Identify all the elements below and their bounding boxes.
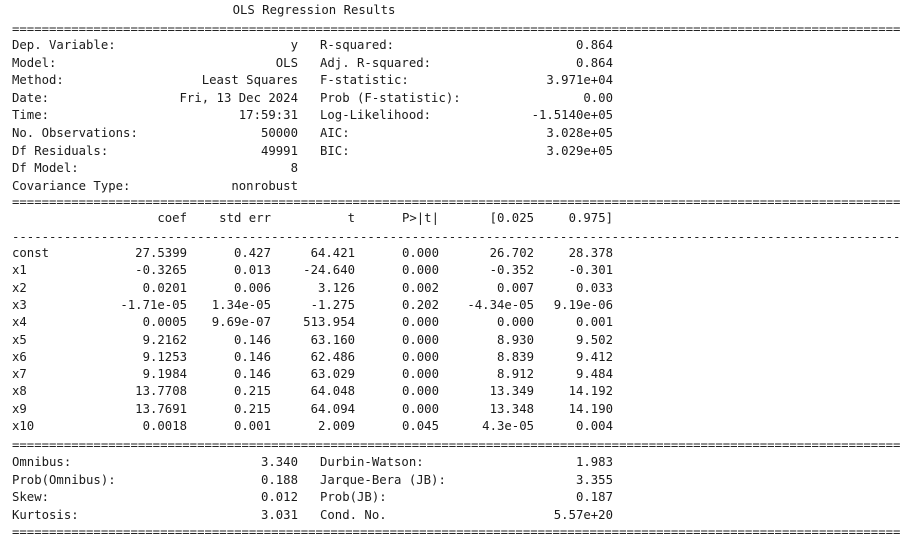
t-value: 64.421: [310, 246, 355, 260]
summary-value: OLS: [275, 55, 298, 70]
coef-value: -0.3265: [135, 263, 187, 278]
t-value: 62.486: [310, 349, 355, 364]
t-value: 63.029: [310, 367, 355, 382]
header-ci-upper: 0.975]: [568, 211, 613, 225]
coef-value: 0.0018: [142, 419, 187, 433]
std-err-value: 0.215: [233, 401, 271, 416]
diagnostic-label: Prob(JB):: [320, 490, 387, 505]
summary-value: 0.864: [575, 38, 613, 52]
ci-upper-value: 9.19e-06: [553, 297, 613, 312]
ci-lower-value: 4.3e-05: [482, 419, 534, 433]
ci-upper-value: -0.301: [568, 263, 613, 278]
summary-row: [12, 37, 613, 54]
ci-lower-value: 26.702: [489, 246, 534, 260]
coef-row: [12, 332, 613, 349]
summary-label: Time:: [12, 108, 50, 123]
ci-lower-value: 13.348: [489, 401, 534, 416]
summary-value: Least Squares: [201, 73, 298, 88]
diagnostics-row: [12, 489, 613, 506]
variable-name: x3: [12, 297, 27, 312]
ci-upper-value: 9.502: [575, 332, 613, 347]
ci-lower-value: -0.352: [489, 263, 534, 278]
diagnostic-label: Jarque-Bera (JB):: [320, 472, 446, 487]
coef-row: [12, 418, 613, 435]
summary-row: [12, 90, 613, 107]
ci-upper-value: 14.192: [568, 384, 613, 399]
diagnostic-label: Kurtosis:: [12, 507, 79, 522]
summary-label: Dep. Variable:: [12, 38, 116, 52]
variable-name: x7: [12, 367, 27, 382]
coef-table-header: [12, 210, 613, 227]
t-value: 513.954: [303, 315, 355, 330]
std-err-value: 1.34e-05: [211, 297, 271, 312]
diagnostic-label: Durbin-Watson:: [320, 455, 424, 469]
ci-upper-value: 9.484: [575, 367, 613, 382]
summary-row: [12, 107, 613, 124]
t-value: 64.094: [310, 401, 355, 416]
std-err-value: 0.146: [233, 367, 271, 382]
summary-label: R-squared:: [320, 38, 395, 52]
summary-value: -1.5140e+05: [531, 108, 613, 123]
summary-value: nonrobust: [231, 178, 298, 193]
diagnostic-value: 0.012: [260, 490, 298, 505]
rule-double: ========================================================================================================================: [12, 438, 900, 452]
diagnostics-row: [12, 454, 613, 471]
coef-value: 0.0005: [142, 315, 187, 330]
std-err-value: 9.69e-07: [211, 315, 271, 330]
p-value: 0.000: [401, 384, 439, 399]
summary-row: [12, 178, 613, 195]
summary-row: [12, 160, 613, 177]
coef-value: 27.5399: [135, 246, 187, 260]
rule-double: ========================================================================================================================: [12, 195, 900, 209]
coef-row: [12, 366, 613, 383]
summary-label: AIC:: [320, 126, 350, 140]
summary-value: 50000: [260, 126, 298, 140]
summary-label: Covariance Type:: [12, 178, 131, 193]
diagnostic-label: Prob(Omnibus):: [12, 472, 116, 487]
rule-double: ========================================================================================================================: [12, 525, 900, 539]
diagnostic-value: 3.340: [260, 455, 298, 469]
coef-row: [12, 262, 613, 279]
diagnostic-value: 0.187: [575, 490, 613, 505]
summary-value: 3.028e+05: [546, 126, 613, 140]
coef-value: 13.7691: [135, 401, 187, 416]
summary-label: Model:: [12, 55, 57, 70]
diagnostic-label: Skew:: [12, 490, 50, 505]
variable-name: const: [12, 246, 50, 260]
summary-label: BIC:: [320, 143, 350, 158]
p-value: 0.000: [401, 332, 439, 347]
header-coef: coef: [157, 211, 187, 225]
t-value: -1.275: [310, 297, 355, 312]
summary-value: 0.00: [583, 90, 613, 105]
summary-label: Adj. R-squared:: [320, 55, 432, 70]
header-p-value: P>|t|: [401, 211, 439, 225]
summary-value: 49991: [260, 143, 298, 158]
t-value: 64.048: [310, 384, 355, 399]
std-err-value: 0.146: [233, 332, 271, 347]
std-err-value: 0.215: [233, 384, 271, 399]
summary-label: Df Model:: [12, 161, 79, 176]
ci-upper-value: 0.033: [575, 280, 613, 295]
p-value: 0.000: [401, 349, 439, 364]
coef-value: 9.2162: [142, 332, 187, 347]
variable-name: x5: [12, 332, 27, 347]
summary-label: Method:: [12, 73, 64, 88]
summary-value: 3.971e+04: [546, 73, 613, 88]
coef-value: 9.1984: [142, 367, 187, 382]
p-value: 0.202: [401, 297, 439, 312]
ci-lower-value: 0.000: [496, 315, 534, 330]
ci-lower-value: -4.34e-05: [467, 297, 534, 312]
p-value: 0.000: [401, 263, 439, 278]
summary-label: Date:: [12, 90, 50, 105]
diagnostic-value: 3.355: [575, 472, 613, 487]
coef-row: [12, 280, 613, 297]
ci-lower-value: 8.839: [496, 349, 534, 364]
diagnostic-value: 3.031: [260, 507, 298, 522]
header-ci-lower: [0.025: [489, 211, 534, 225]
coef-row: [12, 245, 613, 262]
summary-value: Fri, 13 Dec 2024: [179, 90, 298, 105]
summary-row: [12, 125, 613, 142]
t-value: 3.126: [317, 280, 355, 295]
ci-upper-value: 14.190: [568, 401, 613, 416]
p-value: 0.000: [401, 246, 439, 260]
summary-value: 3.029e+05: [546, 143, 613, 158]
variable-name: x9: [12, 401, 27, 416]
coef-row: [12, 297, 613, 314]
p-value: 0.000: [401, 367, 439, 382]
diagnostics-row: [12, 472, 613, 489]
summary-value: y: [290, 38, 298, 52]
p-value: 0.002: [401, 280, 439, 295]
diagnostic-value: 5.57e+20: [553, 507, 613, 522]
p-value: 0.000: [401, 401, 439, 416]
diagnostic-label: Cond. No.: [320, 507, 387, 522]
summary-label: Log-Likelihood:: [320, 108, 432, 123]
ci-lower-value: 13.349: [489, 384, 534, 399]
rule-single: ------------------------------------------------------------------------------------------------------------------------: [12, 230, 900, 244]
p-value: 0.045: [401, 419, 439, 433]
coef-row: [12, 314, 613, 331]
t-value: -24.640: [303, 263, 355, 278]
ci-upper-value: 0.001: [575, 315, 613, 330]
summary-row: [12, 143, 613, 160]
std-err-value: 0.006: [233, 280, 271, 295]
variable-name: x6: [12, 349, 27, 364]
summary-value: 0.864: [575, 55, 613, 70]
diagnostics-row: [12, 507, 613, 524]
variable-name: x4: [12, 315, 27, 330]
summary-value: 17:59:31: [238, 108, 298, 123]
header-t: t: [347, 211, 355, 225]
t-value: 2.009: [317, 419, 355, 433]
std-err-value: 0.427: [233, 246, 271, 260]
ci-upper-value: 0.004: [575, 419, 613, 433]
diagnostic-value: 1.983: [575, 455, 613, 469]
summary-row: [12, 72, 613, 89]
variable-name: x1: [12, 263, 27, 278]
summary-label: Prob (F-statistic):: [320, 90, 461, 105]
coef-row: [12, 401, 613, 418]
summary-value: 8: [290, 161, 298, 176]
ci-lower-value: 8.912: [496, 367, 534, 382]
summary-row: [12, 55, 613, 72]
p-value: 0.000: [401, 315, 439, 330]
std-err-value: 0.001: [233, 419, 271, 433]
coef-value: 0.0201: [142, 280, 187, 295]
summary-label: No. Observations:: [12, 126, 138, 140]
diagnostic-value: 0.188: [260, 472, 298, 487]
header-std-err: std err: [219, 211, 271, 225]
summary-label: Df Residuals:: [12, 143, 109, 158]
variable-name: x2: [12, 280, 27, 295]
std-err-value: 0.146: [233, 349, 271, 364]
std-err-value: 0.013: [233, 263, 271, 278]
rule-double: ========================================================================================================================: [12, 22, 900, 36]
coef-value: 9.1253: [142, 349, 187, 364]
ci-upper-value: 9.412: [575, 349, 613, 364]
ci-upper-value: 28.378: [568, 246, 613, 260]
variable-name: x10: [12, 419, 35, 433]
variable-name: x8: [12, 384, 27, 399]
report-title: OLS Regression Results: [232, 3, 396, 17]
coef-value: 13.7708: [135, 384, 187, 399]
summary-label: F-statistic:: [320, 73, 409, 88]
t-value: 63.160: [310, 332, 355, 347]
diagnostic-label: Omnibus:: [12, 455, 72, 469]
ci-lower-value: 8.930: [496, 332, 534, 347]
coef-value: -1.71e-05: [120, 297, 187, 312]
coef-row: [12, 349, 613, 366]
coef-row: [12, 383, 613, 400]
ci-lower-value: 0.007: [496, 280, 534, 295]
